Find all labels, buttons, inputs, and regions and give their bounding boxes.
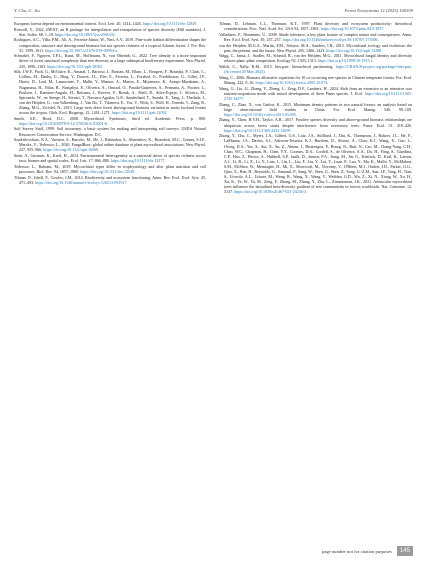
reference-doi-link[interactable]: https://doi.org/10.1890/10-1915.1. [317,58,374,64]
reference-text: Tedersoo, L., Bahram, M., 2019. Mycorrhizal types differ in ecophysiology and alter plant nutrition and soil processes. Biol. Rev. 94, 1857–1880. [14,163,206,174]
reference-entry [14,164,206,174]
reference-text: Wagg, C., Jansa, J., Stadler, M., Schmid, B., van der Heijden, M.G., 2011. Mycorrhizal fungal identity and diversity relaxes plant–plant competition. Ecology 92, 1303–1313. [219,53,412,64]
reference-entry [219,64,412,74]
reference-text: Walsh, C., Nally, R.M., 2013. hier.part: hierarchical partitioning. [219,64,334,70]
reference-doi-link[interactable]: https://doi.org/10.1038/s41467-021-23236-3. [234,189,308,195]
reference-text: Valladares, F., Niinemets, Ü., 2008. Shade tolerance, a key plant feature of complex nature and consequences. Annu. Rev. Ecol. Evol. Syst. 39, 237–257. [219,31,412,42]
reference-doi-link[interactable]: https://doi.org/10.1016/j.foreco.2005.10.074. [255,80,329,85]
reference-doi-link[interactable]: https://doi.org/10.1016/B978-0-12-370526-6.X5001-6. [19,120,108,126]
reference-doi-link[interactable]: https://doi.org/10.18637/jss.v068.i02. [54,31,116,37]
reference-entry [14,37,206,52]
reference-text: Schnabel, F., Nguyen, T.P.L., Kunz, M., Hoffmann, N., von Oheimb, G., 2022. Tree identity is a more important driver of forest structural complexity than tree diversity in a large subtropical biodiversity experiment. New Phytol. 235, 1090–1103. [14,53,206,69]
reference-entry [219,21,412,31]
reference-doi-link[interactable]: https://CRAN.R-project.org/package=hier.part. (Accessed 20 May 2024). [224,64,413,75]
reference-doi-link[interactable]: https://doi.org/10.1111/1365-2435.12699. [224,127,292,133]
reference-entry [14,53,206,68]
reference-entry [219,117,412,132]
reference-doi-link[interactable]: https://doi.org/10.1111/nph.13288. [326,47,383,53]
references-column-right [219,21,412,195]
reference-text: Wang, G., Liu, G., Zhang, Y., Zheng, L., Zeng, D.F., Lambers, H., 2024. Shift from an extensive to an intensive root nutrient-acquisition mode with mixed development of three Pinus species. J. Ecol. [219,85,412,96]
page-number: 145 [397,546,413,556]
reference-doi-link[interactable]: https://doi.org/10.1111/geb.12092. [111,109,168,115]
reference-entry [219,102,412,117]
header-authors: Y. Chu, G. Jia [14,8,40,13]
reference-doi-link[interactable]: https://doi.org/10.1073/pnas.94.5.1857. [320,26,385,32]
reference-text: Roswell, V., 2022. iNEXT: an R package for interpolation and extrapolation of species diversity (Hill numbers). J. Stat. Softw. 68, 1–18. [14,26,206,37]
reference-text: Stein, A., Gerstner, K., Kreft, H., 2014. Environmental heterogeneity as a universal driver of species richness across taxa, biomes and spatial scales. Ecol. Lett. 17, 866–880. [14,153,206,164]
reference-entry [219,53,412,63]
reference-text: Silk, J.W.F., Paoli, G., McGuire, K., Amaral, I., Barroso, J., Bastian, M., Blanc, L., Bongers, F., Boundja, P., Clark, C., Collins, M., Dauby, G., Ding, Y., Doucet, J.L., Eler, E., Ferreira, L., Forshed, O., Fredriksson, G., Gillet, J.F., Harris, D., Leal, M., Laumonier, Y., Malhi, Y., Mansor, A., Martin, E., Miyamoto, K., Araujo-Murakami, A., Nagamasu, H., Nilus, R., Nurtjahya, E., Oliveira, A., Onrizal, O., Parada-Gutierrez, A., Permana, A., Poorter, L., Poulsen, J., Ramirez-Angulo, H., Reitsma, J., Rovero, F., Rozak, A., Sheil, D., Silva-Espejo, J., Silveira, M., Spironelo, W., ter Steege, H., Stevart, T., Navarro-Aguilar, G.E., Sunderland, T., Suzuki, E., Tang, J., Theilade, I., van der Heijden, G., van Valkenburg, J., Van Do, T., Vilanova, E., Vos, V., Wich, S., Wöll, H., Yoneda, T., Zang, R., Zhang, M.G., Zweifel, N., 2013. Large trees drive forest aboveground biomass variation in moist lowland forests across the tropics. Glob. Ecol. Biogeogr. 22, 1261–1271. [14,69,206,115]
reference-entry [14,69,206,115]
reference-text: Rodrigues, A.C., Villa, P.M., Ali, A., Ferreira-Júnior, W., Neri, A.V., 2019. Fine-scale habitat differentiation shapes the composition, structure and aboveground biomass but not species richness of a tropical Atlantic forest. J. For. Res. 31, 1599–1611. [14,37,206,53]
reference-doi-link[interactable]: https://doi.org/10.1146/annurev-ecolsys-120213-091917. [35,179,128,185]
reference-doi-link[interactable]: https://doi.org/10.1111/nph.16569. [43,147,100,153]
reference-text: Tilman, D., Lehman, C.L., Thomson, K.T., 1997. Plant diversity and ecosystem productivity: theoretical considerations. Proc. Natl. Acad. Sci. USA 94, 1857–1861. [219,21,412,32]
reference-entry [14,153,206,163]
page-footer [322,546,413,557]
reference-text: Wang, C., 2006. Biomass allometric equations for 10 co-occurring tree species in Chinese temperate forests. For. Ecol. Manag. 222, 9–16. [219,74,412,85]
reference-text: Zhang, C., Zhao, X., von Gadow, K., 2015. Maximum density patterns in two natural forests: an analysis based on large observational field studies in China. For. Ecol. Manag. 346, 99–109. [219,101,412,112]
reference-doi-link[interactable]: https://doi.org/10.1111/ele.12849. [142,21,198,26]
reference-text: Soil Survey Staff, 1999. Soil taxonomy: a basic system for making and interpreting soil surveys. USDA Natural Resources Conservation Service, Washington, D.C. [14,126,206,137]
reference-entry [219,133,412,194]
reference-entry [219,43,412,53]
reference-entry [14,116,206,126]
reference-text: Tilman, D., Isbell, F., Cowles, J.M., 2014. Biodiversity and ecosystem functioning. Annu. Rev. Ecol. Evol. Syst. 45, 471–493. [14,174,206,185]
reference-doi-link[interactable]: https://doi.org/10.1111/nph.18165. [47,63,104,69]
references-column-left [14,21,206,185]
reference-doi-link[interactable]: https://doi.org/10.1146/annurev.ecolsys.39.110707.173506. [282,36,379,42]
reference-doi-link[interactable]: https://doi.org/10.1111/1365-2745.14277. [224,90,412,101]
header-journal: Forest Ecosystems 12 (2025) 100299 [344,8,413,13]
reference-entry [219,86,412,101]
reference-doi-link[interactable]: https://doi.org/10.1007/s11676-019-00994-x. [45,47,119,53]
footer-note: page number not for citation purposes [322,548,392,554]
reference-doi-link[interactable]: https://doi.org/10.1111/brv.12538. [80,168,136,174]
header-rule [14,17,413,18]
reference-text: van der Heijden, M.G.A., Martin, F.M., Selosse, M.A., Sanders, I.R., 2015. Mycorrhizal ecology and evolution: the past, the present, and the future. New Phytol. 205, 1406–1423. [219,42,412,53]
reference-text: Smith, S.E., Read, D.J., 2008. Mycorrhizal Symbiosis, third ed. Academic Press, p. 800. [14,115,206,121]
reference-doi-link[interactable]: https://doi.org/10.1016/j.foreco.2015.03.005. [224,111,297,117]
reference-entry [14,27,206,37]
reference-text: European forests depend on environmental context. Ecol. Lett. 20, 1414–1426. [14,21,142,26]
reference-entry [14,126,206,136]
reference-entry [14,175,206,185]
reference-entry [219,32,412,42]
reference-text: Zhong, Y., Chu, C., Myers, J.A., Gilbert, G.S., Lutz, J.A., Stillhard, J., Zhu, K., Thompson, J., Baltzer, J.L., He, F., LaManna, J.A., Davies, S.J., Aderson-Teixeira, K.J., Burslem, D., Alonso, A., Chao, K.J., Wang, X., Gao, L., Orwig, D.A., Yin, X., Sui, X., Su, Z., Abiem, I., Bissiengou, P., Bourg, N., Butt, N., Cao, M., Chang-Yang, C.H., Chao, W.C., Chapman, H., Chen, Y.Y., Coomes, D.A., Cordell, S., de Oliveira, A.A., Du, H., Fang, S., Giardina, C.P., Hao, Z., Hector, A., Hubbell, S.P., Janík, D., Jansen, P.A., Jiang, M., Jin, G., Kenfack, D., Král, K., Larson, A.J., Li, B., Li, X., Li, Y., Lian, J., Lin, L., Liu, F., Liu, Y., Liu, Y., Luan, F., Luo, Y., Ma, K., Malhi, Y., McMahon, S.M., McShea, W., Memiaghe, H., Mi, X., Morecroft, M., Novotny, V., O'Brien, M.J., Ouden, J.D., Parker, G.G., Qiao, X., Ren, H., Reynolds, G., Samonil, P., Sang, W., Shen, G., Shen, Z., Song, G.-Z.M., Sun, I.F., Tang, H., Tian, S., Uowolo, A.L., Uriarte, M., Wang, B., Wang, X., Wang, Y., Weiblen, G.D., Wu, Z., Xi, N., Xiang, W., Xu, H., Xu, K., Ye, W., Yu, M., Zeng, F., Zhang, M., Zhang, Y., Zhu, L., Zimmerman, J.K., 2021. Arbuscular mycorrhizal trees influence the latitudinal beta-diversity gradient of tree communities in forests worldwide. Nat. Commun. 12, 3137. [219,133,412,195]
reference-doi-link[interactable]: https://doi.org/10.1111/ele.12277. [110,158,166,164]
reference-entry [219,75,412,85]
reference-text: Soudzilovskaia, N.A., Vaessen, S., Barcelo, M., He, J., Rahimlou, S., Abarenkov, K., Brundrett, M.C., Gomes, S.I.F., Merckx, V., Tedersoo, L., 2020. FungalRoot: global online database of plant mycorrhizal associations. New Phytol. 227, 955–966. [14,137,206,153]
reference-text: Zhang, Y., Chen, H.Y.H., Taylor, A.R., 2017. Positive species diversity and above-ground biomass relationships are ubiquitous across forest strata despite interference from overstorey trees. Funct. Ecol. 31, 419–426. [219,117,412,128]
reference-entry [14,137,206,152]
reference-entry [14,21,206,26]
